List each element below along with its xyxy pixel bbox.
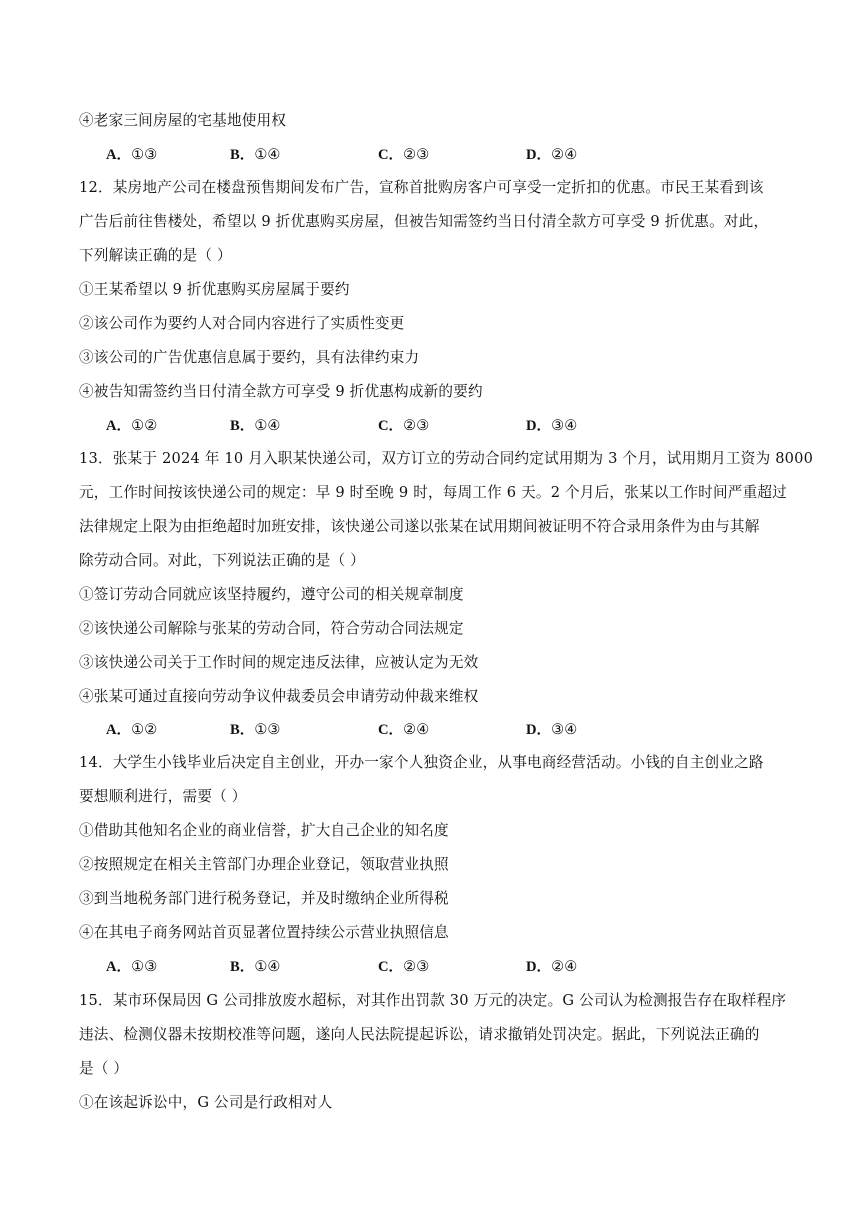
q14-option-c: C．②③ xyxy=(378,958,430,975)
q12-option-a: A．①② xyxy=(106,417,158,434)
q13-option-d: D．③④ xyxy=(526,721,578,738)
q13-option-c: C．②④ xyxy=(378,721,430,738)
q13-item-4: ④张某可通过直接向劳动争议仲裁委员会申请劳动仲裁来维权 xyxy=(79,688,479,705)
q14-item-2: ②按照规定在相关主管部门办理企业登记，领取营业执照 xyxy=(79,856,449,873)
q12-option-c: C．②③ xyxy=(378,417,430,434)
q11-item-4: ④老家三间房屋的宅基地使用权 xyxy=(79,112,287,129)
q14-stem-line-2: 要想顺利进行，需要（ ） xyxy=(79,788,247,805)
q13-stem-line-3: 法律规定上限为由拒绝超时加班安排，该快递公司遂以张某在试用期间被证明不符合录用条件为由与其解 xyxy=(79,518,760,535)
q13-item-3: ③该快递公司关于工作时间的规定违反法律，应被认定为无效 xyxy=(79,654,479,671)
q13-item-2: ②该快递公司解除与张某的劳动合同，符合劳动合同法规定 xyxy=(79,620,464,637)
q13-stem-line-4: 除劳动合同。对此，下列说法正确的是（ ） xyxy=(79,552,365,569)
q13-item-1: ①签订劳动合同就应该坚持履约，遵守公司的相关规章制度 xyxy=(79,586,464,603)
q13-option-b: B．①③ xyxy=(230,721,281,738)
q14-stem-line-1: 14．大学生小钱毕业后决定自主创业，开办一家个人独资企业，从事电商经营活动。小钱的自主创业之路 xyxy=(79,754,764,771)
q12-stem-line-2: 广告后前往售楼处，希望以 9 折优惠购买房屋，但被告知需签约当日付清全款方可享受 9 折优惠。对此， xyxy=(79,213,769,230)
q14-item-4: ④在其电子商务网站首页显著位置持续公示营业执照信息 xyxy=(79,924,449,941)
q13-option-a: A．①② xyxy=(106,721,158,738)
q14-item-3: ③到当地税务部门进行税务登记，并及时缴纳企业所得税 xyxy=(79,890,449,907)
q12-item-1: ①王某希望以 9 折优惠购买房屋属于要约 xyxy=(79,281,350,298)
q14-option-a: A．①③ xyxy=(106,958,158,975)
q14-option-b: B．①④ xyxy=(230,958,281,975)
q12-option-b: B．①④ xyxy=(230,417,281,434)
q15-stem-line-1: 15．某市环保局因 G 公司排放废水超标，对其作出罚款 30 万元的决定。G 公司认为检测报告存在取样程序 xyxy=(79,992,787,1009)
q12-stem-line-1: 12．某房地产公司在楼盘预售期间发布广告，宣称首批购房客户可享受一定折扣的优惠。市民王某看到该 xyxy=(79,179,764,196)
q13-stem-line-2: 元，工作时间按该快递公司的规定：早 9 时至晚 9 时，每周工作 6 天。2 个月后，张某以工作时间严重超过 xyxy=(79,484,787,501)
q11-option-d: D．②④ xyxy=(526,146,578,163)
q14-option-d: D．②④ xyxy=(526,958,578,975)
q11-option-c: C．②③ xyxy=(378,146,430,163)
q12-item-3: ③该公司的广告优惠信息属于要约，具有法律约束力 xyxy=(79,349,420,366)
q15-stem-line-3: 是（ ） xyxy=(79,1060,129,1077)
q12-item-2: ②该公司作为要约人对合同内容进行了实质性变更 xyxy=(79,315,405,332)
q12-item-4: ④被告知需签约当日付清全款方可享受 9 折优惠构成新的要约 xyxy=(79,383,483,400)
q12-option-d: D．③④ xyxy=(526,417,578,434)
q12-stem-line-3: 下列解读正确的是（ ） xyxy=(79,247,232,264)
q14-item-1: ①借助其他知名企业的商业信誉，扩大自己企业的知名度 xyxy=(79,822,449,839)
q15-stem-line-2: 违法、检测仪器未按期校准等问题，遂向人民法院提起诉讼，请求撤销处罚决定。据此，下列说法正确的 xyxy=(79,1026,760,1043)
q15-item-1: ①在该起诉讼中，G 公司是行政相对人 xyxy=(79,1094,333,1111)
q11-option-b: B．①④ xyxy=(230,146,281,163)
q13-stem-line-1: 13．张某于 2024 年 10 月入职某快递公司，双方订立的劳动合同约定试用期为 3 个月，试用期月工资为 8000 xyxy=(79,450,814,467)
q11-option-a: A．①③ xyxy=(106,146,158,163)
